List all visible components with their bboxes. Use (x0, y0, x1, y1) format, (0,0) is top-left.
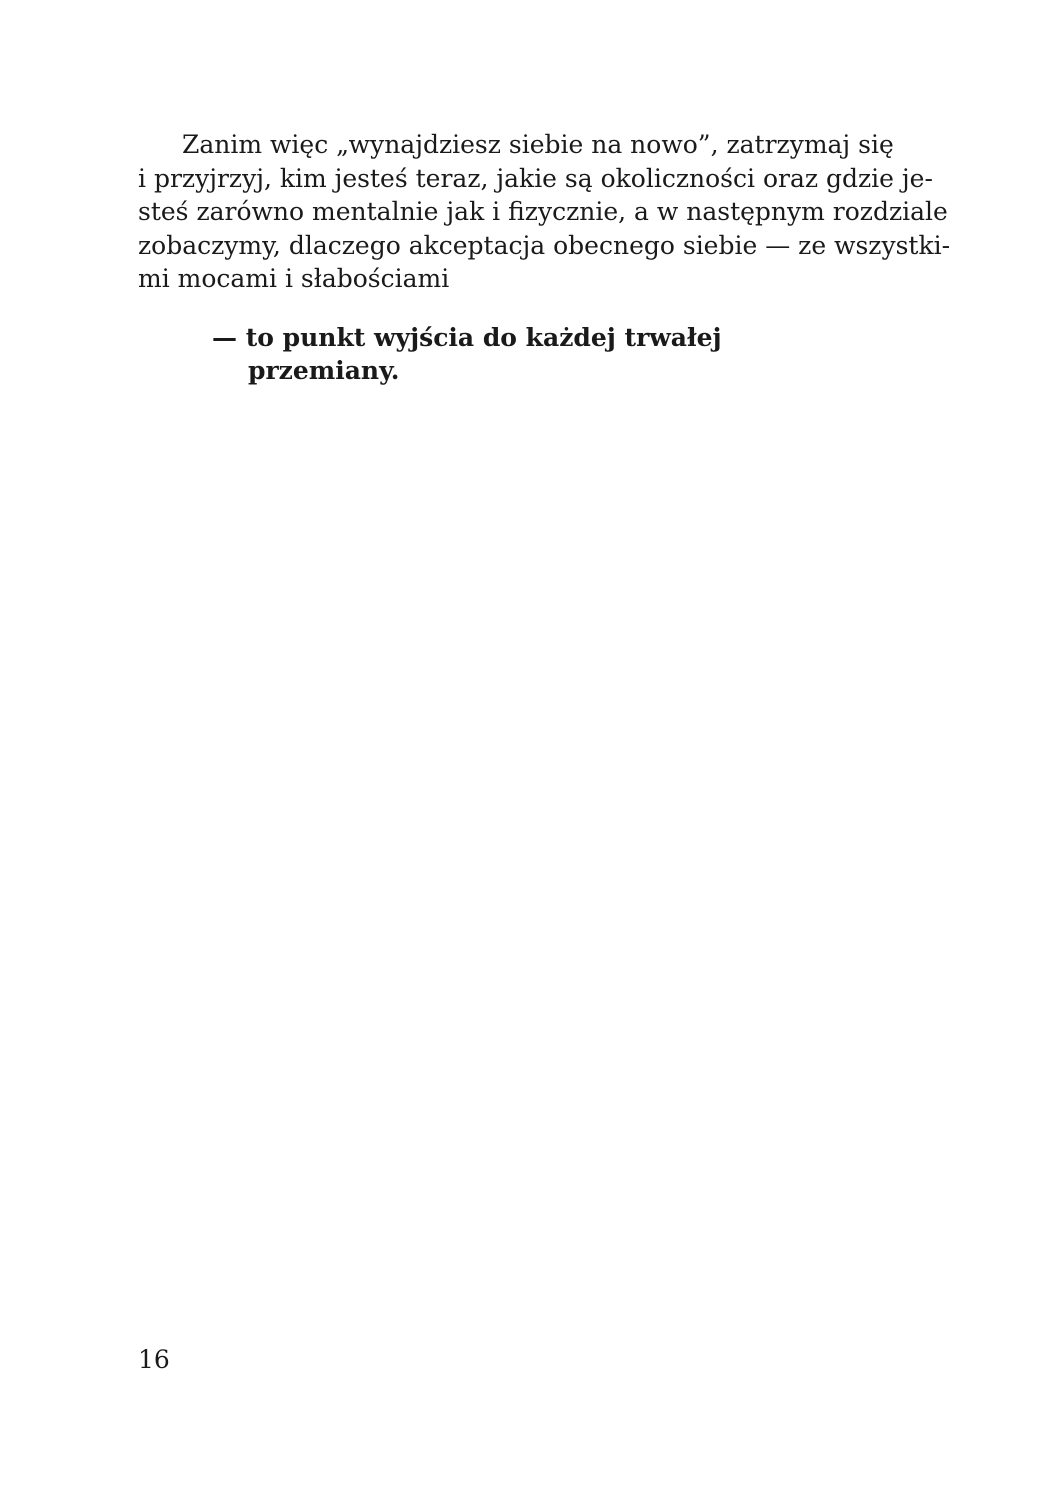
paragraph-line: i przyjrzyj, kim jesteś teraz, jakie są okoliczności oraz gdzie je- (138, 163, 933, 193)
paragraph-line: steś zarówno mentalnie jak i fizycznie, a w następnym rozdziale (138, 197, 948, 226)
paragraph-line: Zanim więc „wynajdziesz siebie na nowo”, zatrzymaj się (182, 130, 894, 159)
paragraph-line: mi mocami i słabościami (138, 264, 450, 293)
bold-conclusion (212, 321, 732, 387)
body-paragraph (138, 128, 951, 296)
conclusion-line: przemiany. (248, 356, 400, 385)
page-number: 16 (138, 1345, 170, 1374)
paragraph-line: zobaczymy, dlaczego akceptacja obecnego siebie — ze wszystki- (138, 230, 951, 260)
conclusion-line: — to punkt wyjścia do każdej trwałej (212, 323, 722, 352)
